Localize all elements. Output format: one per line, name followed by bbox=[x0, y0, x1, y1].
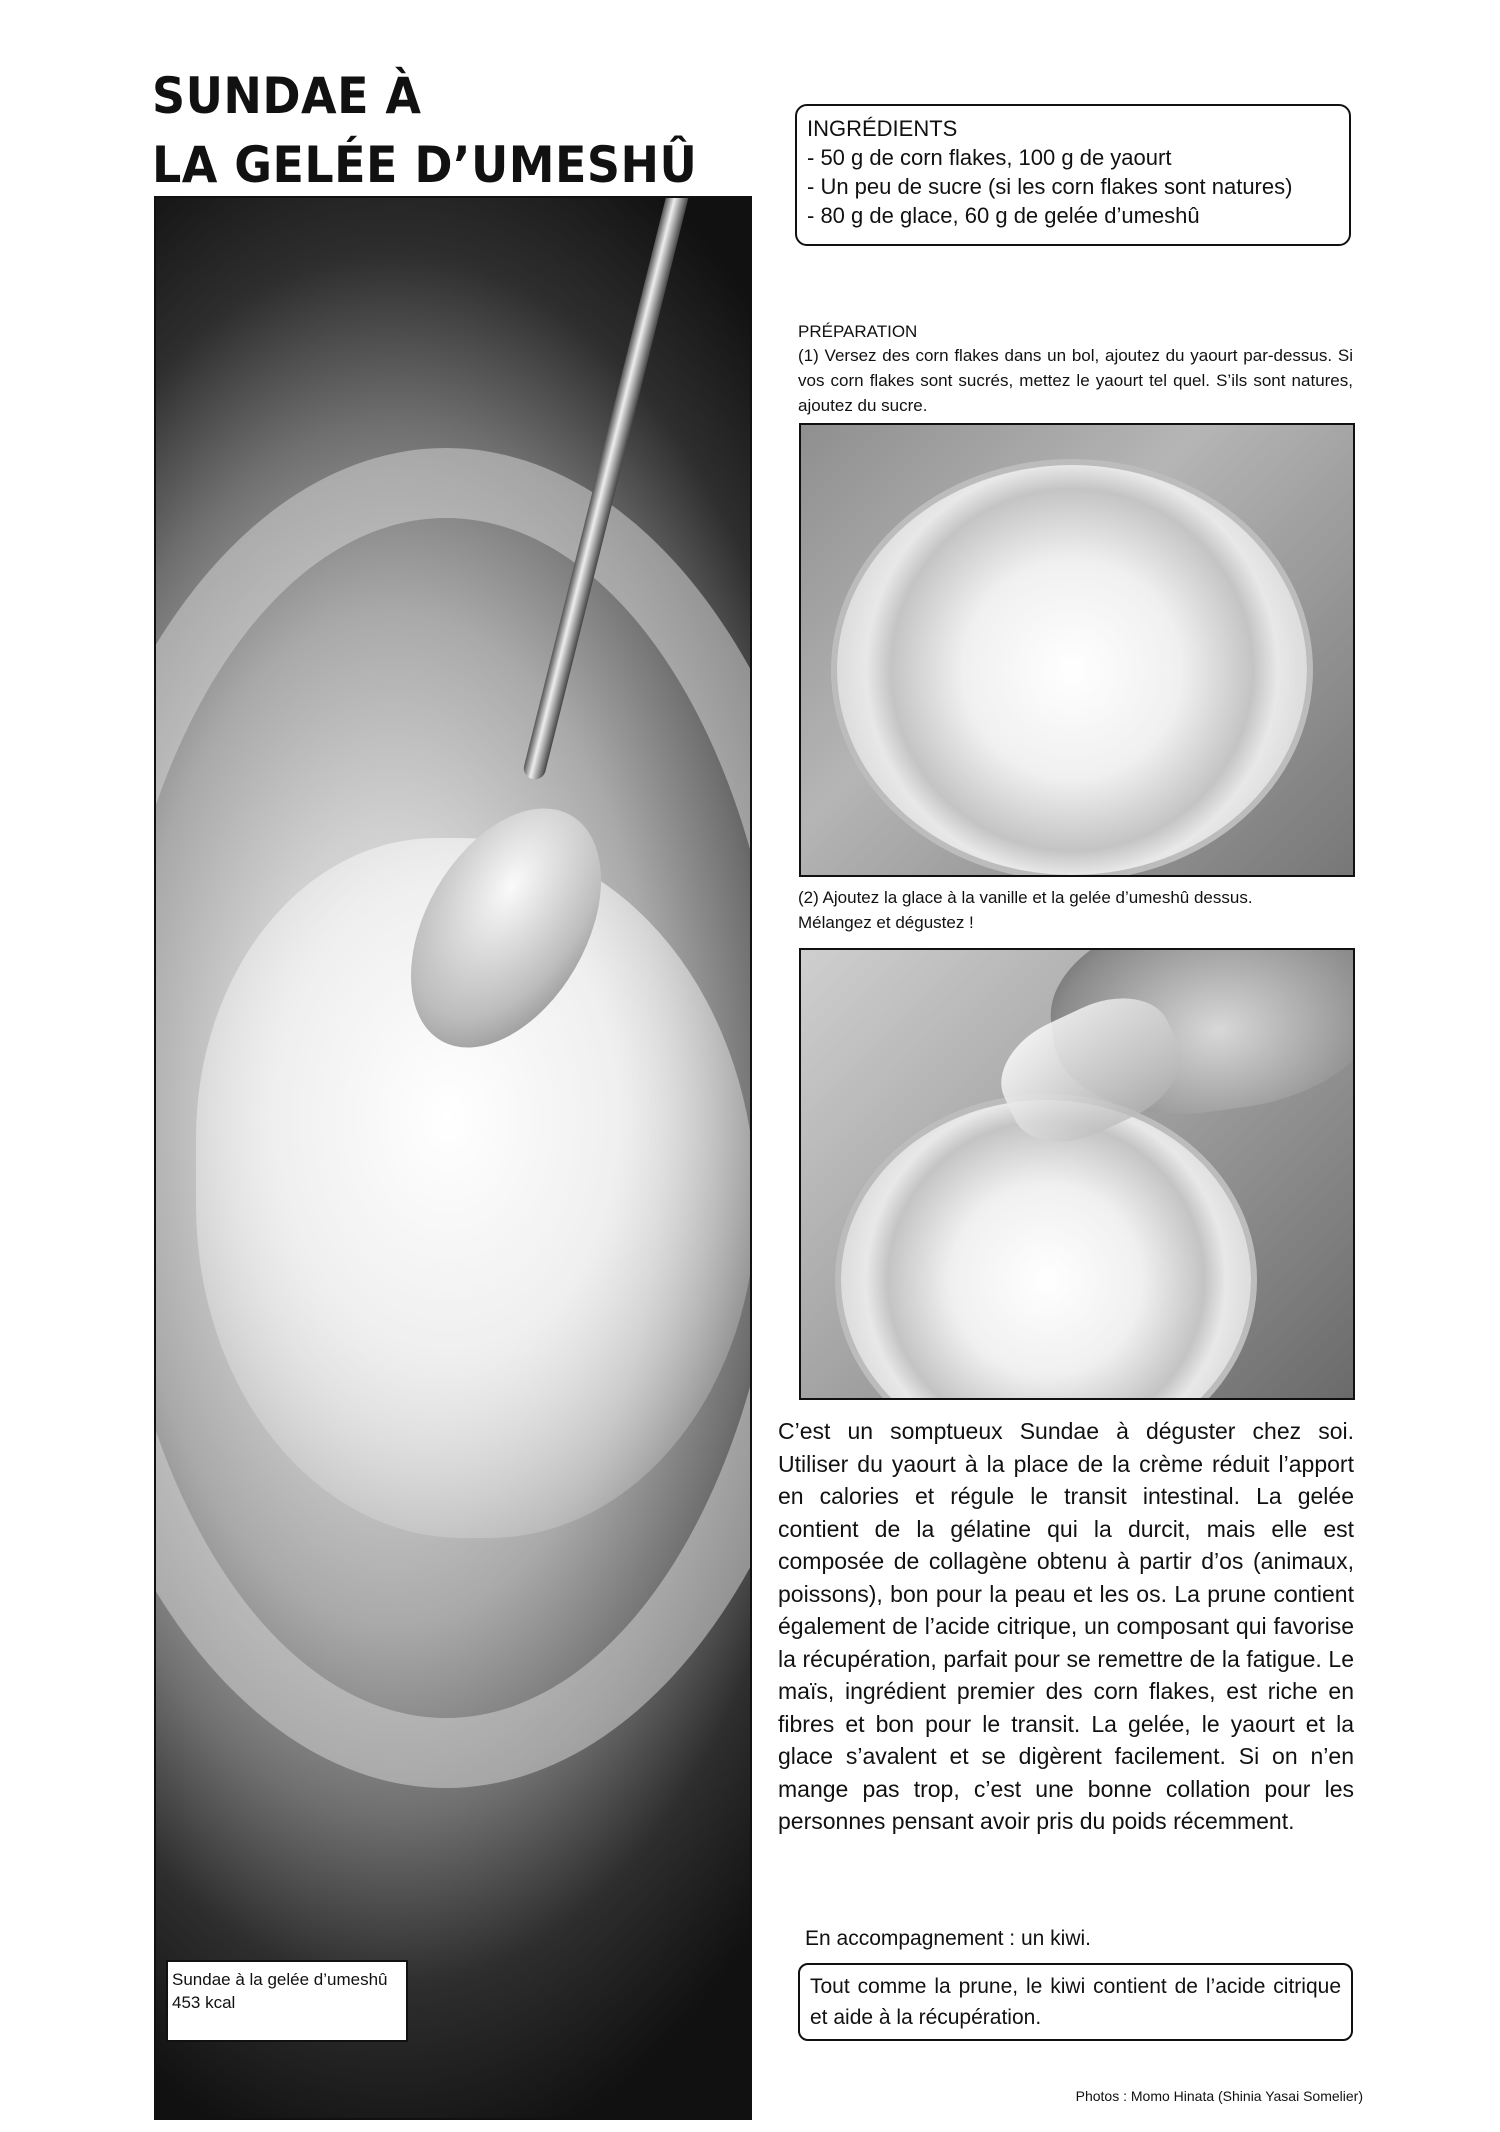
ingredient-item: - 80 g de glace, 60 g de gelée d’umeshû bbox=[807, 203, 1200, 228]
preparation-step-2-line-1: (2) Ajoutez la glace à la vanille et la gelée d’umeshû dessus. bbox=[798, 888, 1253, 907]
hero-caption bbox=[166, 1960, 408, 2042]
bowl-shape bbox=[841, 1100, 1251, 1400]
hero-caption-name: Sundae à la gelée d’umeshû bbox=[172, 1970, 388, 1989]
accompaniment-text: En accompagnement : un kiwi. bbox=[805, 1927, 1091, 1950]
title-line-2: LA GELÉE D’UMESHÛ bbox=[152, 136, 698, 194]
photo-credits: Photos : Momo Hinata (Shinia Yasai Somelier) bbox=[1075, 2088, 1363, 2104]
ingredients-heading: INGRÉDIENTS bbox=[807, 116, 958, 141]
title-line-1: SUNDAE À bbox=[152, 67, 422, 125]
bowl-shape bbox=[837, 465, 1307, 875]
ingredients-box bbox=[795, 104, 1351, 246]
preparation-step-2 bbox=[798, 885, 1353, 935]
ingredient-item: - Un peu de sucre (si les corn flakes sont natures) bbox=[807, 174, 1293, 199]
kiwi-note-box: Tout comme la prune, le kiwi contient de l’acide citrique et aide à la récupération. bbox=[798, 1963, 1353, 2041]
step-1-photo bbox=[799, 423, 1355, 877]
body-paragraph: C’est un somptueux Sundae à déguster chez soi. Utiliser du yaourt à la place de la crème réduit l’apport en calories et régule le transit intestinal. La gelée contient de la gélatine qui la durcit, mais elle est composée de collagène obtenu à partir d’os (animaux, poissons), bon pour la peau et les os. La prune contient également de l’acide citrique, un composant qui favorise la récupération, parfait pour se remettre de la fatigue. Le maïs, ingrédient premier des corn flakes, est riche en fibres et bon pour le transit. La gelée, le yaourt et la glace s’avalent et se digèrent facilement. Si on n’en mange pas trop, c’est une bonne collation pour les personnes pensant avoir pris du poids récemment. bbox=[778, 1418, 1354, 1834]
preparation-step-1: (1) Versez des corn flakes dans un bol, ajoutez du yaourt par-dessus. Si vos corn flakes sont sucrés, mettez le yaourt tel quel. S’ils sont natures, ajoutez du sucre. bbox=[798, 346, 1353, 415]
hero-caption-kcal: 453 kcal bbox=[172, 1993, 236, 2012]
preparation-heading: PRÉPARATION bbox=[798, 322, 918, 341]
preparation-step-2-line-2: Mélangez et dégustez ! bbox=[798, 913, 974, 932]
page-title bbox=[152, 62, 698, 200]
ingredient-item: - 50 g de corn flakes, 100 g de yaourt bbox=[807, 145, 1172, 170]
hero-photo bbox=[154, 196, 752, 2120]
step-2-photo bbox=[799, 948, 1355, 1400]
